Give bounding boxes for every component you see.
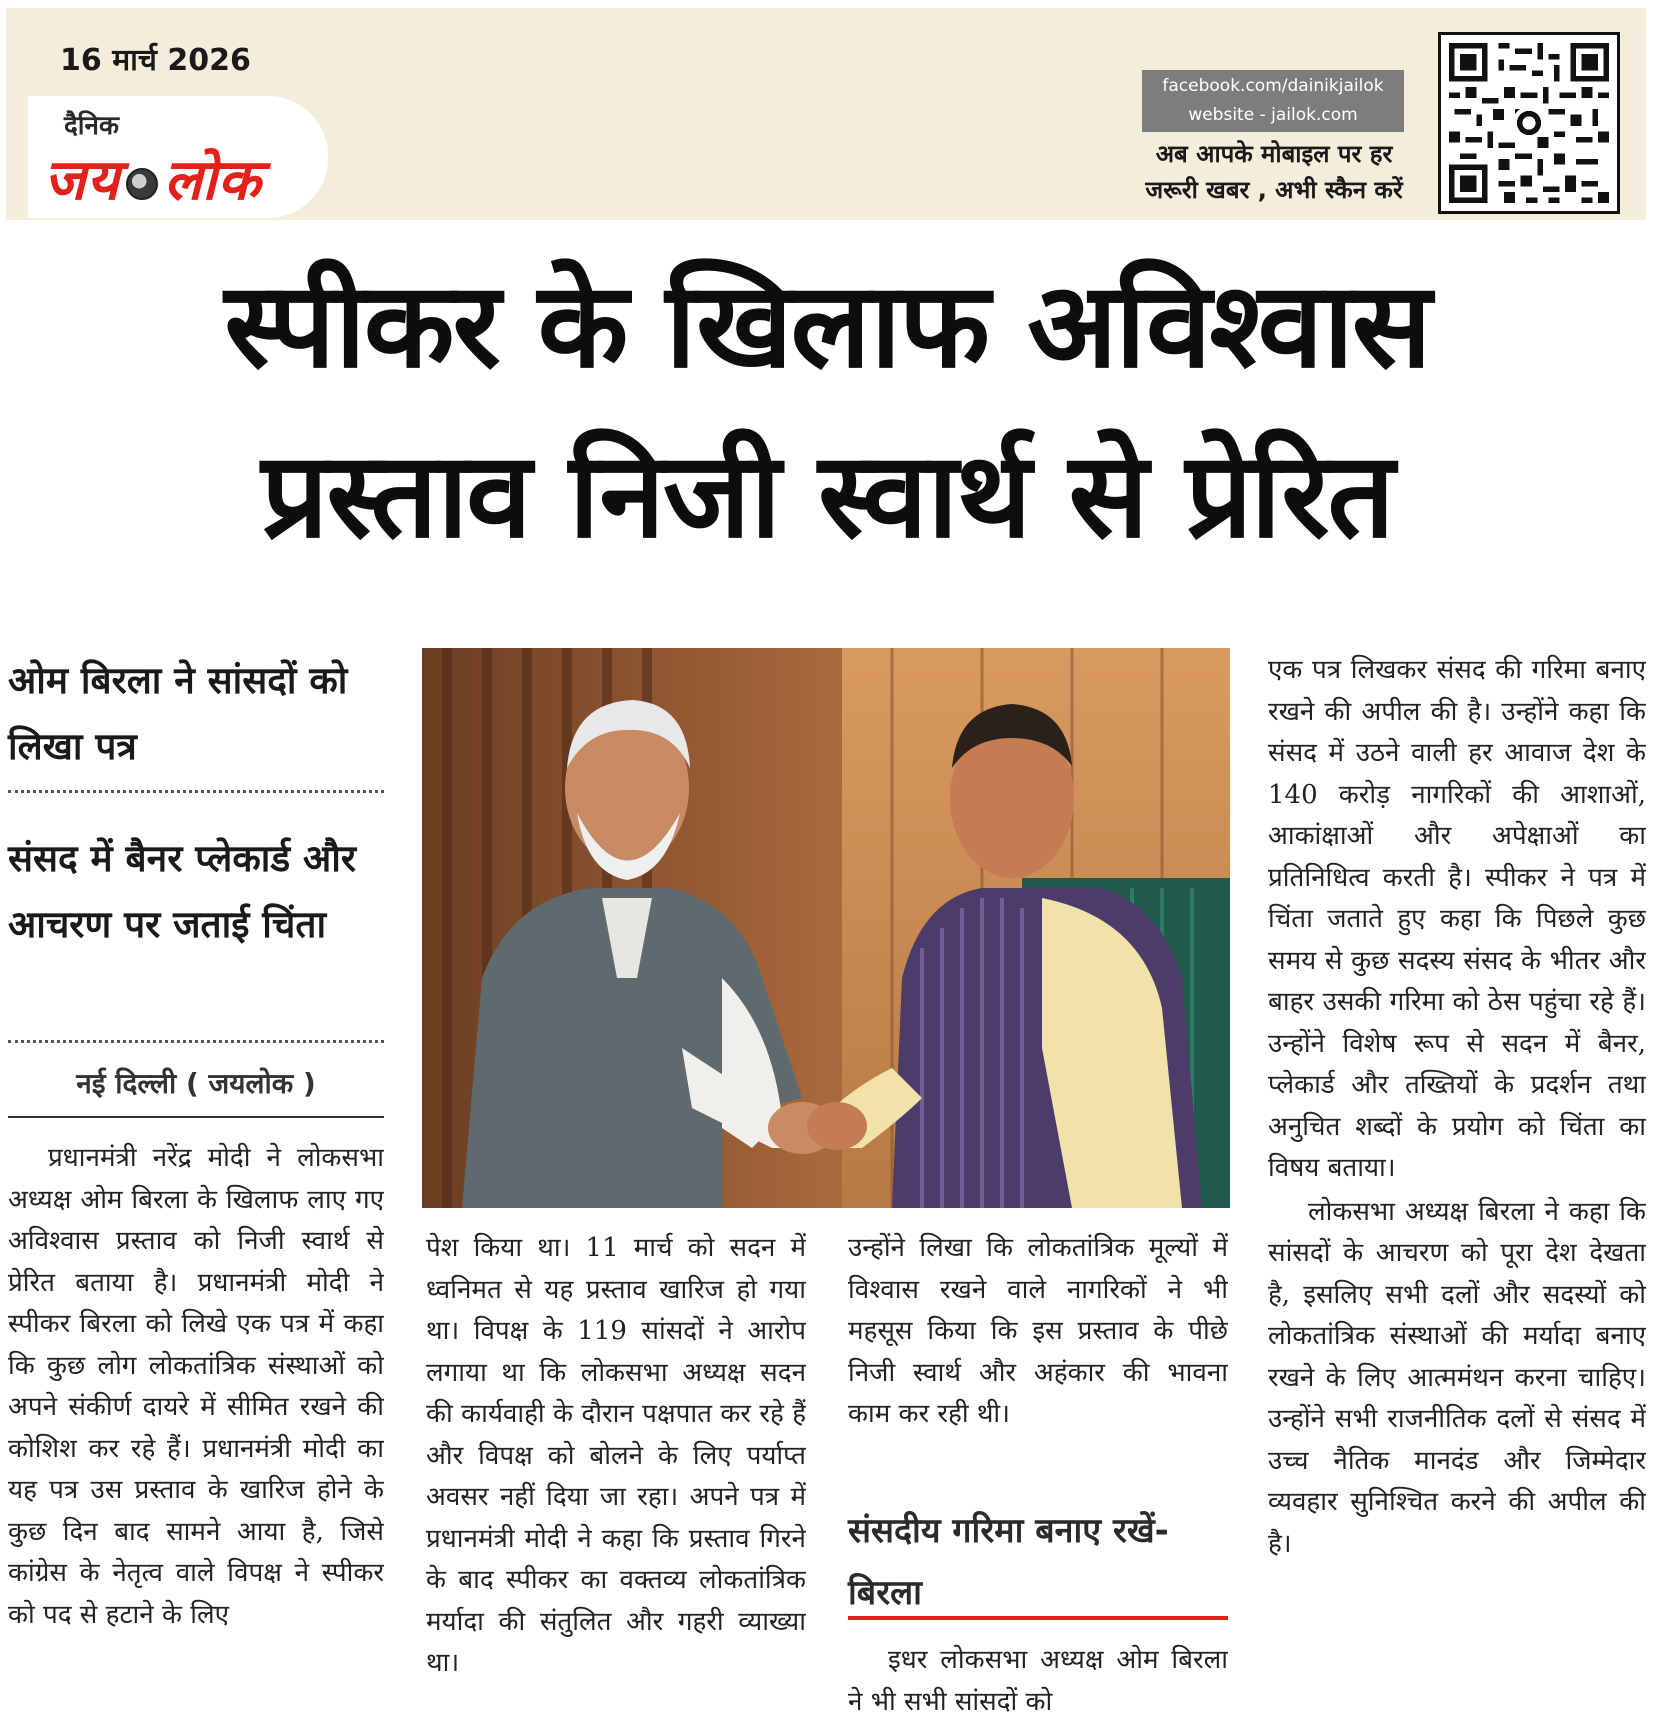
logo-main-text [44,140,262,216]
article-paragraph: एक पत्र लिखकर संसद की गरिमा बनाए रखने की अपील की है। उन्होंने कहा कि संसद में उठने वाली हर आवाज देश के 140 करोड़ नागरिकों की आशाओं, आकांक्षाओं और अपेक्षाओं का प्रतिनिधित्व करती है। स्पीकर ने पत्र में चिंता जताते हुए कहा कि पिछले कुछ समय से कुछ सदस्य संसद के भीतर और बाहर उसकी गरिमा को ठेस पहुंचा रहे हैं। उन्होंने विशेष रूप से सदन में बैनर, प्लेकार्ड और तख्तियों के प्रदर्शन तथा अनुचित शब्दों के प्रयोग को चिंता का विषय बताया। [1268,655,1646,1183]
globe-icon [126,168,158,200]
qr-code-icon[interactable] [1438,32,1620,214]
logo-left-word: जय [44,148,121,213]
newspaper-logo [28,96,328,218]
subheading-1: ओम बिरला ने सांसदों को लिखा पत्र [8,659,348,768]
dateline: नई दिल्ली ( जयलोक ) [76,1067,316,1100]
article-paragraph: इधर लोकसभा अध्यक्ष ओम बिरला ने भी सभी सांसदों को [848,1645,1228,1717]
main-headline [0,250,1654,590]
headline-line-1: स्पीकर के खिलाफ अविश्वास [224,256,1430,394]
article-column-1 [8,1138,384,1728]
social-links [1142,70,1404,132]
subheading-2: संसद में बैनर प्लेकार्ड और आचरण पर जताई चिंता [8,837,357,946]
divider [848,1616,1228,1620]
article-column-4 [1268,650,1646,1730]
divider [8,1040,384,1043]
article-paragraph: प्रधानमंत्री नरेंद्र मोदी ने लोकसभा अध्यक्ष ओम बिरला के खिलाफ लाए गए अविश्वास प्रस्ताव को निजी स्वार्थ से प्रेरित बताया है। प्रधानमंत्री मोदी ने स्पीकर बिरला को लिखे एक पत्र में कहा कि कुछ लोग लोकतांत्रिक संस्थाओं को अपने संकीर्ण दायरे में सीमित रखने की कोशिश कर रहे हैं। प्रधानमंत्री मोदी का यह पत्र उस प्रस्ताव के खारिज होने के कुछ दिन बाद सामने आया है, जिसे कांग्रेस के नेतृत्व वाले विपक्ष ने स्पीकर को पद से हटाने के लिए [8,1143,384,1630]
article-column-2 [426,1228,806,1728]
logo-small-text: दैनिक [64,111,119,141]
masthead [6,8,1646,220]
logo-right-word: लोक [164,148,262,213]
article-paragraph: लोकसभा अध्यक्ष बिरला ने कहा कि सांसदों के आचरण को पूरा देश देखता है, इसलिए सभी दलों और सदस्यों को लोकतांत्रिक संस्थाओं की मर्यादा बनाए रखने के लिए आत्ममंथन करना चाहिए। उन्होंने सभी राजनीतिक दलों से संसद में उच्च नैतिक मानदंड और जिम्मेदार व्यवहार सुनिश्चित करने की अपील की है। [1268,1196,1646,1559]
cta-line-2: जरूरी खबर , अभी स्कैन करें [1145,176,1403,204]
issue-date: 16 मार्च 2026 [60,43,251,78]
cta-line-1: अब आपके मोबाइल पर हर [1155,140,1393,168]
scan-cta [1134,136,1414,208]
divider [8,1116,384,1118]
crosshead: संसदीय गरिमा बनाए रखें- बिरला [848,1511,1169,1613]
article-paragraph: पेश किया था। 11 मार्च को सदन में ध्वनिमत से यह प्रस्ताव खारिज हो गया था। विपक्ष के 119 सांसदों ने आरोप लगाया था कि लोकसभा अध्यक्ष सदन की कार्यवाही के दौरान पक्षपात कर रहे हैं और विपक्ष को बोलने के लिए पर्याप्त अवसर नहीं दिया जा रहा। अपने पत्र में प्रधानमंत्री मोदी ने कहा कि प्रस्ताव गिरने के बाद स्पीकर का वक्तव्य लोकतांत्रिक मर्यादा की संतुलित और गहरी व्याख्या था। [426,1233,806,1678]
article-column-3 [848,1228,1228,1478]
article-paragraph: उन्होंने लिखा कि लोकतांत्रिक मूल्यों में विश्वास रखने वाले नागरिकों ने भी महसूस किया कि इस प्रस्ताव के पीछे निजी स्वार्थ और अहंकार की भावना काम कर रही थी। [848,1233,1228,1429]
facebook-link[interactable]: facebook.com/dainikjailok [1162,76,1384,96]
headline-line-2: प्रस्ताव निजी स्वार्थ से प्रेरित [261,426,1393,564]
website-link[interactable]: website - jailok.com [1188,105,1358,125]
article-photo [422,648,1230,1208]
article-column-3-continued [848,1640,1228,1730]
divider [8,790,384,793]
